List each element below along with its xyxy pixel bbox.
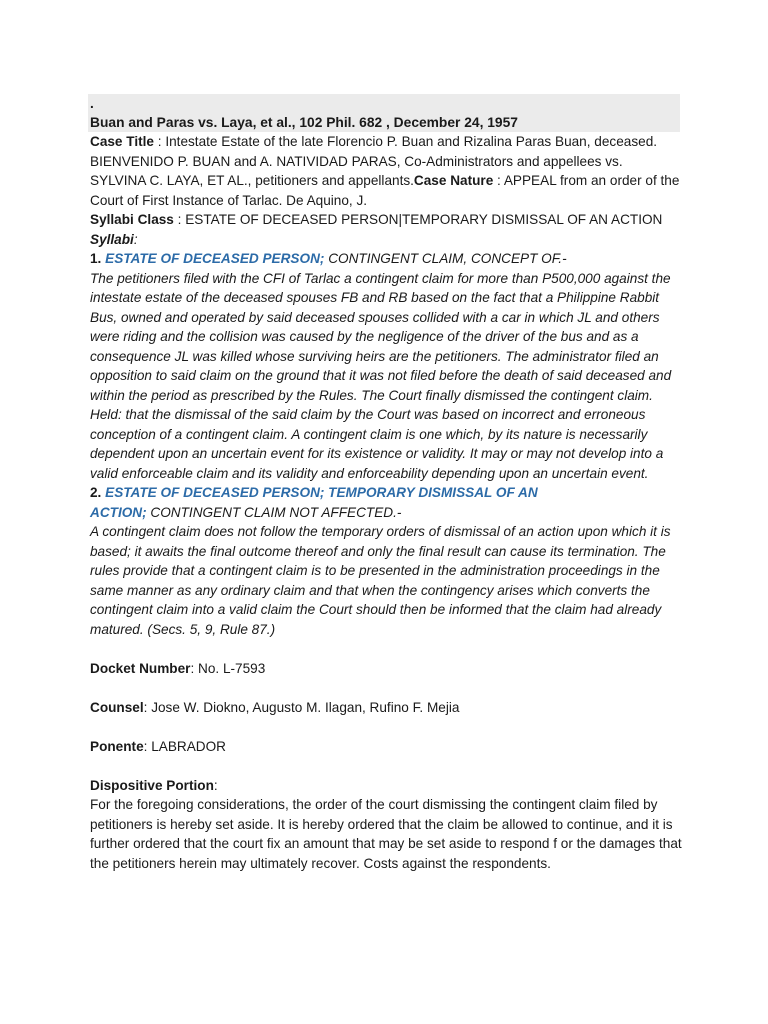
document-body (90, 94, 682, 873)
dispositive-body: For the foregoing considerations, the order of the court dismissing the contingent claim filed by petitioners is hereby set aside. It is hereby ordered that the claim be allowed to continue, and it is further ordered that the court fix an amount that may be set aside to respond f or the damages that the petitioners herein may ultimately recover. Costs against the respondents. (90, 797, 682, 871)
docket-label: Docket Number (90, 660, 191, 676)
syllabus-item-1-topic: ESTATE OF DECEASED PERSON; (105, 251, 325, 266)
syllabi-heading (90, 230, 682, 250)
case-nature-label: Case Nature (413, 173, 494, 188)
syllabus-item-1-number: 1. (90, 251, 106, 266)
syllabi-class-label: Syllabi Class (90, 212, 174, 227)
case-title-value: Intestate Estate of the late Florencio P. Buan and Rizalina Paras Buan, deceased. BIENVENIDO P. BUAN and A. NATIVIDAD PARAS, Co-Administrators and appellees vs. SYLVINA C. LAYA, ET AL., petitioners and appellants. (90, 134, 658, 188)
case-title-sep: : (153, 134, 166, 149)
syllabus-item-2-body: A contingent claim does not follow the temporary orders of dismissal of an action upon which it is based; it awaits the final outcome thereof and only the final result can cause its termination. The rules provide that a contingent claim is to be presented in the administration proceedings in the same manner as any ordinary claim and that when the contingency arises which converts the contingent claim into a valid claim the Court should then be informed that the claim had already matured. (Secs. 5, 9, Rule 87.) (90, 524, 671, 637)
syllabi-class-sep: : (173, 212, 186, 227)
counsel-value: Jose W. Diokno, Augusto M. Ilagan, Rufino F. Mejia (151, 699, 460, 715)
dispositive-colon: : (213, 777, 218, 793)
syllabi-class-paragraph (90, 210, 682, 230)
spacer (90, 639, 682, 659)
syllabus-item-2-subtopic: CONTINGENT CLAIM NOT AFFECTED.- (146, 504, 402, 520)
docket-sep: : (190, 660, 199, 676)
spacer (90, 717, 682, 737)
ponente-sep: : (143, 738, 152, 754)
counsel-sep: : (143, 699, 152, 715)
syllabus-item-2-topic: ESTATE OF DECEASED PERSON; TEMPORARY DISMISSAL OF AN ACTION; (90, 485, 538, 520)
case-title-paragraph (90, 132, 682, 210)
spacer (90, 756, 682, 776)
counsel-paragraph (90, 698, 682, 718)
case-nature-sep: : (493, 173, 504, 188)
syllabus-item-1-subtopic: CONTINGENT CLAIM, CONCEPT OF.- (324, 251, 567, 266)
counsel-label: Counsel (90, 699, 144, 715)
dispositive-label: Dispositive Portion (90, 777, 214, 793)
syllabi-class-value: ESTATE OF DECEASED PERSON|TEMPORARY DISMISSAL OF AN ACTION (185, 212, 663, 227)
syllabi-label: Syllabi (90, 231, 134, 247)
spacer (90, 678, 682, 698)
header-dot: . (90, 96, 94, 111)
syllabi-colon: : (133, 231, 138, 247)
syllabus-item-1-body: The petitioners filed with the CFI of Tarlac a contingent claim for more than P500,000 against the intestate estate of the deceased spouses FB and RB based on the fact that a Philippine Rabbit Bus, owned and operated by said deceased spouses collided with a car in which JL and others were riding and the collision was caused by the negligence of the driver of the bus and as a consequence JL was killed whose surviving heirs are the petitioners. The administrator filed an opposition to said claim on the ground that it was not filed before the death of said deceased and within the period as prescribed by the Rules. The Court finally dismissed the contingent claim. Held: that the dismissal of the said claim by the Court was based on incorrect and erroneous conception of a contingent claim. A contingent claim is one which, by its nature is necessarily dependent upon an uncertain event for its existence or validity. It may or may not develop into a valid enforceable claim and its validity and enforceability depending upon an uncertain event. (90, 270, 672, 481)
case-title-label: Case Title (90, 134, 154, 149)
ponente-label: Ponente (90, 738, 144, 754)
syllabus-item-2-number: 2. (90, 485, 106, 500)
syllabus-item-2-heading (90, 483, 560, 522)
case-header-band (88, 94, 680, 132)
syllabus-item-1-heading (90, 249, 682, 269)
case-nature-value: APPEAL from an order of the Court of First Instance of Tarlac. De Aquino, J. (90, 173, 680, 208)
ponente-paragraph (90, 737, 682, 757)
docket-value: No. L-7593 (198, 660, 266, 676)
case-heading: Buan and Paras vs. Laya, et al., 102 Phil. 682 , December 24, 1957 (90, 115, 518, 130)
dispositive-heading (90, 776, 682, 796)
ponente-value: LABRADOR (151, 738, 226, 754)
docket-paragraph (90, 659, 682, 679)
